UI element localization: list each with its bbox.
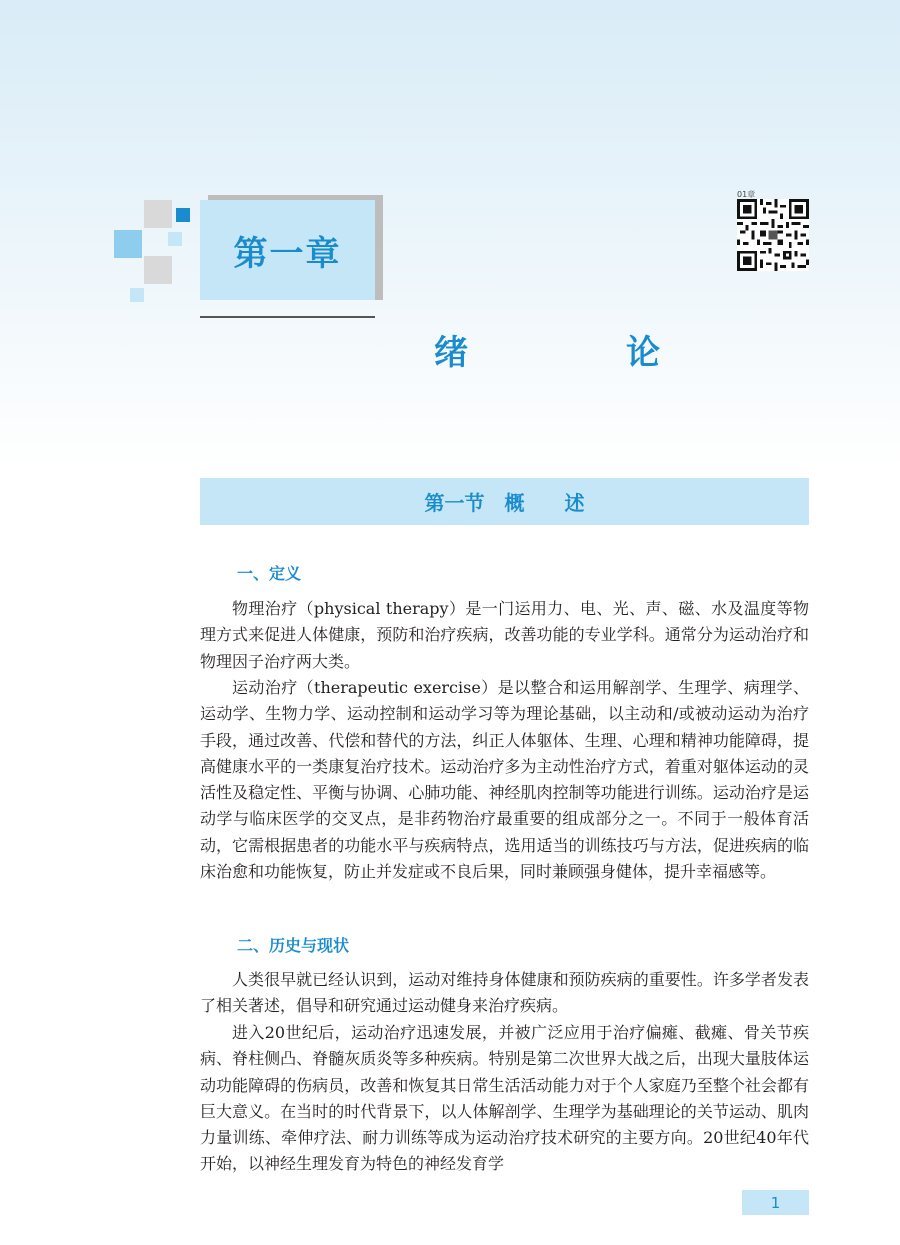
page-number: 1 (742, 1190, 809, 1215)
section-heading-bar (200, 478, 809, 525)
qr-caption: 01章 (737, 190, 756, 199)
section-title: 第一节 概 述 (424, 491, 585, 515)
paragraph-1: 物理治疗（physical therapy）是一门运用力、电、光、声、磁、水及温度等物理方式来促进人体健康，预防和治疗疾病，改善功能的专业学科。通常分为运动治疗和物理因子治疗两大类。 (200, 599, 809, 671)
paragraph-2: 运动治疗（therapeutic exercise）是以整合和运用解剖学、生理学、病理学、运动学、生物力学、运动控制和运动学习等为理论基础，以主动和/或被动运动为治疗手段，通过改善、代偿和替代的方法，纠正人体躯体、生理、心理和精神功能障碍，提高健康水平的一类康复治疗技术。运动治疗多为主动性治疗方式，着重对躯体运动的灵活性及稳定性、平衡与协调、心肺功能、神经肌肉控制等功能进行训练。运动治疗是运动学与临床医学的交叉点，是非药物治疗最重要的组成部分之一。不同于一般体育活动，它需根据患者的功能水平与疾病特点，选用适当的训练技巧与方法，促进疾病的临床治愈和功能恢复，防止并发症或不良后果，同时兼顾强身健体，提升幸福感等。 (200, 678, 809, 882)
chapter-label: 第一章 (233, 233, 342, 274)
heading-history: 二、历史与现状 (237, 936, 350, 955)
heading-definition: 一、定义 (237, 564, 302, 583)
chapter-title: 绪 论 (434, 333, 722, 373)
qr-code-icon[interactable] (737, 199, 809, 271)
chapter-rule (200, 316, 375, 318)
chapter-box (200, 200, 375, 300)
paragraph-3: 人类很早就已经认识到，运动对维持身体健康和预防疾病的重要性。许多学者发表了相关著述，倡导和研究通过运动健身来治疗疾病。 (200, 970, 809, 1016)
paragraph-4: 进入20世纪后，运动治疗迅速发展，并被广泛应用于治疗偏瘫、截瘫、骨关节疾病、脊柱侧凸、脊髓灰质炎等多种疾病。特别是第二次世界大战之后，出现大量肢体运动功能障碍的伤病员，改善和恢复其日常生活活动能力对于个人家庭乃至整个社会都有巨大意义。在当时的时代背景下，以人体解剖学、生理学为基础理论的关节运动、肌肉力量训练、牵伸疗法、耐力训练等成为运动治疗技术研究的主要方向。20世纪40年代开始，以神经生理发育为特色的神经发育学 (200, 1023, 809, 1174)
